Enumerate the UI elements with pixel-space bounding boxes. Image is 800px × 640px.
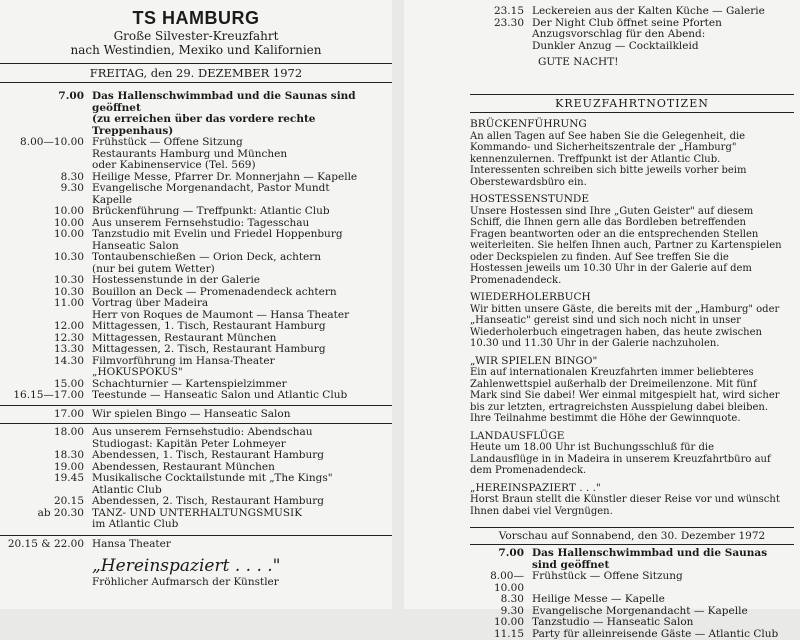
event-line: Teestunde — Hanseatic Salon und Atlantic Club (92, 390, 386, 402)
note-body: Wir bitten unsere Gäste, die bereits mit der „Hamburg" oder „Hanseatic" gereist sind und sich noch nicht in unser Wiederholerbuch eingetragen haben, das heute zwischen 10.30 und 11.30 Uhr in der Galerie nachzuholen. (470, 304, 782, 350)
schedule-row (0, 91, 392, 137)
note-title: BRÜCKENFÜHRUNG (470, 119, 782, 131)
event-line: Mittagessen, Restaurant München (92, 333, 386, 345)
schedule-row (0, 344, 392, 356)
event-text (92, 275, 392, 287)
good-night: GUTE NACHT! (404, 56, 800, 68)
ship-title: TS HAMBURG (0, 8, 392, 29)
event-line: Mittagessen, 1. Tisch, Restaurant Hamburg (92, 321, 386, 333)
event-text (92, 298, 392, 321)
schedule-row (0, 508, 392, 531)
schedule-row (470, 571, 800, 594)
event-line: Musikalische Cocktailstunde mit „The Kings" (92, 473, 386, 485)
event-line: Evangelische Morgenandacht — Kapelle (532, 606, 794, 618)
event-text: Wir spielen Bingo — Hanseatic Salon (92, 409, 392, 421)
schedule-row (470, 629, 800, 640)
event-line: (nur bei gutem Wetter) (92, 264, 386, 276)
event-line: Restaurants Hamburg und München (92, 149, 386, 161)
event-time: 23.30 (470, 18, 532, 30)
event-line: Anzugsvorschlag für den Abend: (532, 29, 794, 41)
event-text (92, 206, 392, 218)
schedule-top (404, 6, 800, 52)
note-body: An allen Tagen auf See haben Sie die Gelegenheit, die Kommando- und Sicherheitszentrale der „Hamburg" kennenzulernen. Treffpunkt ist der Atlantic Club. Interessenten schreiben sich bitte jeweils vorher beim Oberstewardsbüro ein. (470, 131, 782, 189)
event-time: 9.30 (0, 183, 92, 206)
event-text (92, 390, 392, 402)
note-title: WIEDERHOLERBUCH (470, 292, 782, 304)
event-line: Tanzstudio mit Evelin und Friedel Hoppenburg (92, 229, 386, 241)
preview-line: Vorschau auf Sonnabend, den 30. Dezember 1972 (470, 527, 794, 545)
event-time: 11.00 (0, 298, 92, 321)
schedule-row (0, 183, 392, 206)
event-time: ab 20.30 (0, 508, 92, 531)
event-text (532, 594, 800, 606)
event-time: 10.30 (0, 252, 92, 275)
event-line: Dunkler Anzug — Cocktailkleid (532, 41, 794, 53)
show-title: „Hereinspaziert . . . ." (0, 556, 392, 576)
note-title: „WIR SPIELEN BINGO" (470, 356, 782, 368)
date-line: FREITAG, den 29. DEZEMBER 1972 (0, 63, 392, 83)
event-time: 10.00 (0, 206, 92, 218)
show-caption: Fröhlicher Aufmarsch der Künstler (0, 576, 392, 588)
divider (0, 423, 392, 424)
event-time: 14.30 (0, 356, 92, 379)
event-line: Schachturnier — Kartenspielzimmer (92, 379, 386, 391)
note-title: HOSTESSENSTUNDE (470, 194, 782, 206)
event-line: Brückenführung — Treffpunkt: Atlantic Club (92, 206, 386, 218)
event-text (532, 629, 800, 640)
event-line: Frühstück — Offene Sitzung (532, 571, 794, 583)
event-time: 16.15—17.00 (0, 390, 92, 402)
event-line: Studiogast: Kapitän Peter Lohmeyer (92, 439, 386, 451)
event-text (92, 344, 392, 356)
event-time: 12.00 (0, 321, 92, 333)
schedule-row (0, 229, 392, 252)
event-line: Frühstück — Offene Sitzung (92, 137, 386, 149)
event-time: 10.30 (0, 275, 92, 287)
schedule-row (0, 252, 392, 275)
schedule-row (470, 6, 800, 18)
section-title: KREUZFAHRTNOTIZEN (470, 94, 794, 113)
event-time: 18.30 (0, 450, 92, 462)
schedule-row (0, 390, 392, 402)
event-time: 12.30 (0, 333, 92, 345)
event-line: „HOKUSPOKUS" (92, 367, 386, 379)
event-time: 10.30 (0, 287, 92, 299)
event-text (92, 508, 392, 531)
event-text: Hansa Theater (92, 539, 392, 551)
event-time: 8.30 (470, 594, 532, 606)
event-line: Abendessen, 2. Tisch, Restaurant Hamburg (92, 496, 386, 508)
event-time (470, 29, 532, 52)
event-line: Vortrag über Madeira (92, 298, 386, 310)
schedule-row (0, 321, 392, 333)
notes-list (404, 119, 800, 517)
event-text (532, 6, 800, 18)
bingo-row (0, 409, 392, 421)
schedule-a (0, 91, 392, 550)
header (0, 8, 392, 57)
cruise-subtitle: Große Silvester-Kreuzfahrt (0, 29, 392, 43)
event-line: TANZ- UND UNTERHALTUNGSMUSIK (92, 508, 386, 520)
event-time: 7.00 (470, 548, 532, 571)
right-page (404, 0, 800, 609)
note-body: Unsere Hostessen sind Ihre „Guten Geister" auf diesem Schiff, die Ihnen gern alle das Bordleben betreffenden Fragen beantworten oder an die entsprechenden Stellen weiterleiten. Sie helfen Ihnen auch, Partner zu Kartenspielen oder Deckspielen zu finden. Auf See treffen Sie die Hostessen jeweils um 10.30 Uhr in der Galerie auf dem Promenadendeck. (470, 206, 782, 287)
event-text (92, 91, 392, 137)
event-text (532, 617, 800, 629)
event-line: Party für alleinreisende Gäste — Atlantic Club (532, 629, 794, 640)
divider (0, 405, 392, 406)
event-line: Hanseatic Salon (92, 241, 386, 253)
event-line: (zu erreichen über das vordere rechte Treppenhaus) (92, 114, 386, 137)
left-page (0, 0, 392, 609)
divider (0, 535, 392, 536)
event-time: 10.00 (0, 218, 92, 230)
event-text (532, 29, 800, 52)
event-time: 10.00 (0, 229, 92, 252)
event-time: 15.00 (0, 379, 92, 391)
event-time: 17.00 (0, 409, 92, 421)
event-line: Heilige Messe — Kapelle (532, 594, 794, 606)
event-line: Abendessen, Restaurant München (92, 462, 386, 474)
schedule-row (0, 450, 392, 462)
note-body: Horst Braun stellt die Künstler dieser Reise vor und wünscht Ihnen dabei viel Vergnügen. (470, 494, 782, 517)
schedule-row (0, 298, 392, 321)
schedule-row (470, 594, 800, 606)
event-time: 10.00 (470, 617, 532, 629)
schedule-row (0, 496, 392, 508)
schedule-row (470, 548, 800, 571)
event-text (92, 229, 392, 252)
cruise-route: nach Westindien, Mexiko und Kalifornien (0, 43, 392, 57)
event-text (92, 252, 392, 275)
event-time: 20.15 & 22.00 (0, 539, 92, 551)
theater-row (0, 539, 392, 551)
event-time: 8.00—10.00 (0, 137, 92, 172)
event-line: Abendessen, 1. Tisch, Restaurant Hamburg (92, 450, 386, 462)
event-time: 7.00 (0, 91, 92, 137)
event-line: Evangelische Morgenandacht, Pastor Mundt (92, 183, 386, 195)
note-body: Ein auf internationalen Kreuzfahrten immer beliebteres Zahlenwettspiel außerhalb der Dreimeilenzone. Mit fünf Mark sind Sie dabei! Wer einmal mitgespielt hat, wird sicher bis zur letzten, ertragreichsten Ausspielung dabei bleiben. Ihre Teilnahme bestimmt die Höhe der Gewinnquote. (470, 367, 782, 425)
event-time: 11.15 (470, 629, 532, 640)
event-time: 19.00 (0, 462, 92, 474)
event-text (532, 571, 800, 594)
note-title: LANDAUSFLÜGE (470, 431, 782, 443)
event-line: Heilige Messe, Pfarrer Dr. Monnerjahn — Kapelle (92, 172, 386, 184)
event-line: Tontaubenschießen — Orion Deck, achtern (92, 252, 386, 264)
schedule-row (0, 473, 392, 496)
event-text (92, 183, 392, 206)
event-text (92, 450, 392, 462)
event-time: 9.30 (470, 606, 532, 618)
event-line: Filmvorführung im Hansa-Theater (92, 356, 386, 368)
event-text (92, 427, 392, 450)
event-line: Bouillon an Deck — Promenadendeck achtern (92, 287, 386, 299)
event-line: Atlantic Club (92, 485, 386, 497)
event-line: Das Hallenschwimmbad und die Saunas sind geöffnet (92, 91, 386, 114)
schedule-row (470, 29, 800, 52)
event-line: Tanzstudio — Hanseatic Salon (532, 617, 794, 629)
event-line: Herr von Roques de Maumont — Hansa Theater (92, 310, 386, 322)
event-line: oder Kabinenservice (Tel. 569) (92, 160, 386, 172)
event-text (532, 548, 800, 571)
event-text (92, 321, 392, 333)
event-line: Der Night Club öffnet seine Pforten (532, 18, 794, 30)
schedule-preview (404, 548, 800, 640)
event-text (92, 496, 392, 508)
event-line: Aus unserem Fernsehstudio: Tagesschau (92, 218, 386, 230)
event-line: Das Hallenschwimmbad und die Saunas sind geöffnet (532, 548, 794, 571)
event-time: 13.30 (0, 344, 92, 356)
schedule-row (470, 617, 800, 629)
event-time: 18.00 (0, 427, 92, 450)
event-time: 19.45 (0, 473, 92, 496)
event-line: Leckereien aus der Kalten Küche — Galerie (532, 6, 794, 18)
event-text (92, 473, 392, 496)
schedule-row (0, 356, 392, 379)
event-text (92, 137, 392, 172)
schedule-row (0, 427, 392, 450)
event-time: 8.30 (0, 172, 92, 184)
event-line: im Atlantic Club (92, 519, 386, 531)
event-line: Hostessenstunde in der Galerie (92, 275, 386, 287)
schedule-row (0, 206, 392, 218)
event-line: Aus unserem Fernsehstudio: Abendschau (92, 427, 386, 439)
schedule-row (0, 275, 392, 287)
note-body: Heute um 18.00 Uhr ist Buchungsschluß für die Landausflüge in in Madeira in unserem Kreuzfahrtbüro auf dem Promenadendeck. (470, 442, 782, 477)
event-line: Mittagessen, 2. Tisch, Restaurant Hamburg (92, 344, 386, 356)
schedule-row (0, 137, 392, 172)
event-time: 20.15 (0, 496, 92, 508)
event-text (92, 356, 392, 379)
note-title: „HEREINSPAZIERT . . ." (470, 483, 782, 495)
event-time: 8.00—10.00 (470, 571, 532, 594)
event-time: 23.15 (470, 6, 532, 18)
event-line: Kapelle (92, 195, 386, 207)
